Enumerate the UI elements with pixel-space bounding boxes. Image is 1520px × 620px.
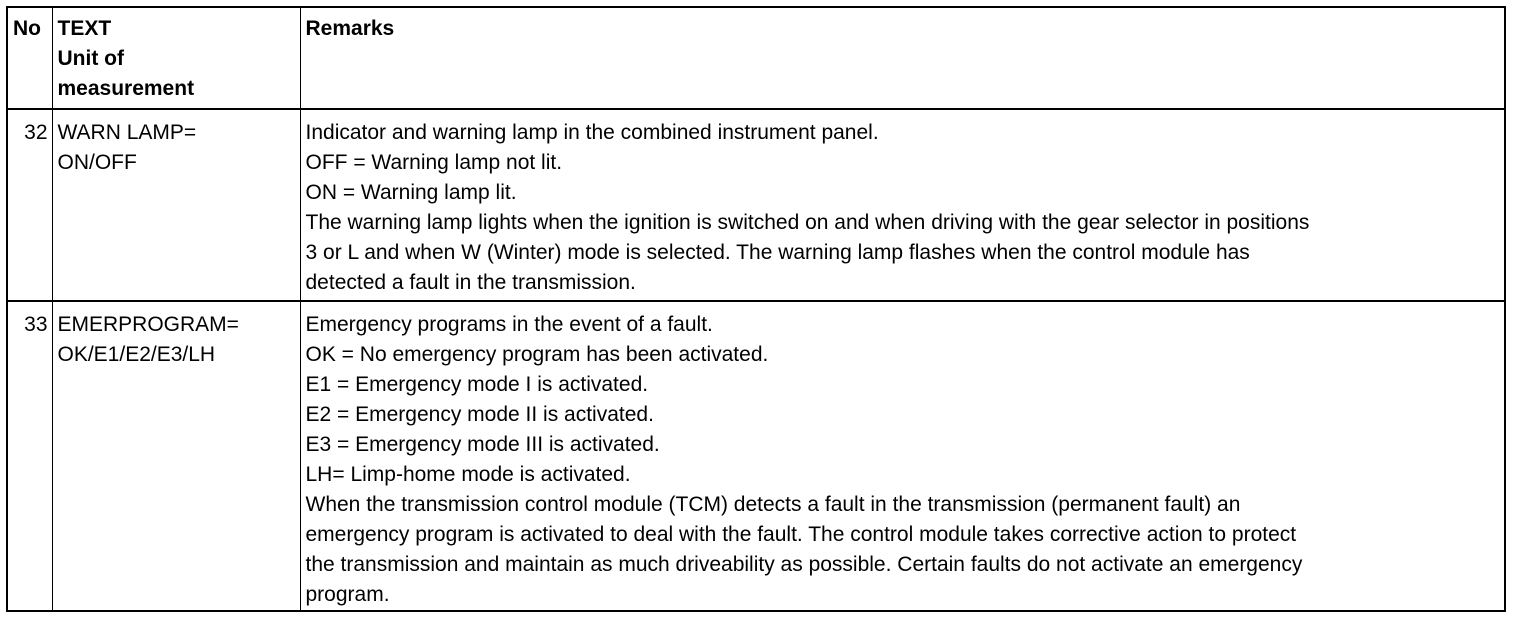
row-number: 33 bbox=[8, 301, 52, 612]
row-unit: ON/OFF bbox=[57, 151, 137, 174]
row-number: 32 bbox=[8, 109, 52, 301]
remark-line: emergency program is activated to deal with the fault. The control module takes corrective action to protect bbox=[305, 523, 1297, 546]
header-text-line: TEXT bbox=[57, 17, 112, 40]
row-text-unit bbox=[52, 109, 300, 301]
remark-line: detected a fault in the transmission. bbox=[305, 271, 636, 294]
header-remarks: Remarks bbox=[300, 8, 1504, 109]
remark-line: E1 = Emergency mode I is activated. bbox=[305, 373, 649, 396]
table-row bbox=[8, 301, 1504, 612]
header-measurement-line: measurement bbox=[57, 77, 195, 100]
row-text-unit bbox=[52, 301, 300, 612]
row-remarks bbox=[300, 109, 1504, 301]
remark-line: 3 or L and when W (Winter) mode is selected. The warning lamp flashes when the control module has bbox=[305, 241, 1250, 264]
table-row bbox=[8, 109, 1504, 301]
parameter-table-frame bbox=[6, 6, 1506, 612]
remark-line: program. bbox=[305, 583, 390, 606]
remark-line: Indicator and warning lamp in the combined instrument panel. bbox=[305, 121, 879, 144]
parameter-table bbox=[8, 8, 1504, 612]
row-text: EMERPROGRAM= bbox=[57, 313, 239, 336]
remark-line: OK = No emergency program has been activated. bbox=[305, 343, 769, 366]
header-text-unit bbox=[52, 8, 300, 109]
remark-line: When the transmission control module (TCM) detects a fault in the transmission (permanent fault) an bbox=[305, 493, 1241, 516]
remark-line: The warning lamp lights when the ignition is switched on and when driving with the gear selector in positions bbox=[305, 211, 1310, 234]
row-unit: OK/E1/E2/E3/LH bbox=[57, 343, 216, 366]
remark-line: the transmission and maintain as much driveability as possible. Certain faults do not activate an emergency bbox=[305, 553, 1303, 576]
table-header-row bbox=[8, 8, 1504, 109]
header-unit-line: Unit of bbox=[57, 47, 124, 70]
row-text: WARN LAMP= bbox=[57, 121, 197, 144]
remark-line: ON = Warning lamp lit. bbox=[305, 181, 517, 204]
remark-line: LH= Limp-home mode is activated. bbox=[305, 463, 631, 486]
remark-line: E2 = Emergency mode II is activated. bbox=[305, 403, 654, 426]
remark-line: Emergency programs in the event of a fault. bbox=[305, 313, 713, 336]
header-no: No bbox=[8, 8, 52, 109]
remark-line: OFF = Warning lamp not lit. bbox=[305, 151, 563, 174]
remark-line: E3 = Emergency mode III is activated. bbox=[305, 433, 660, 456]
row-remarks bbox=[300, 301, 1504, 612]
